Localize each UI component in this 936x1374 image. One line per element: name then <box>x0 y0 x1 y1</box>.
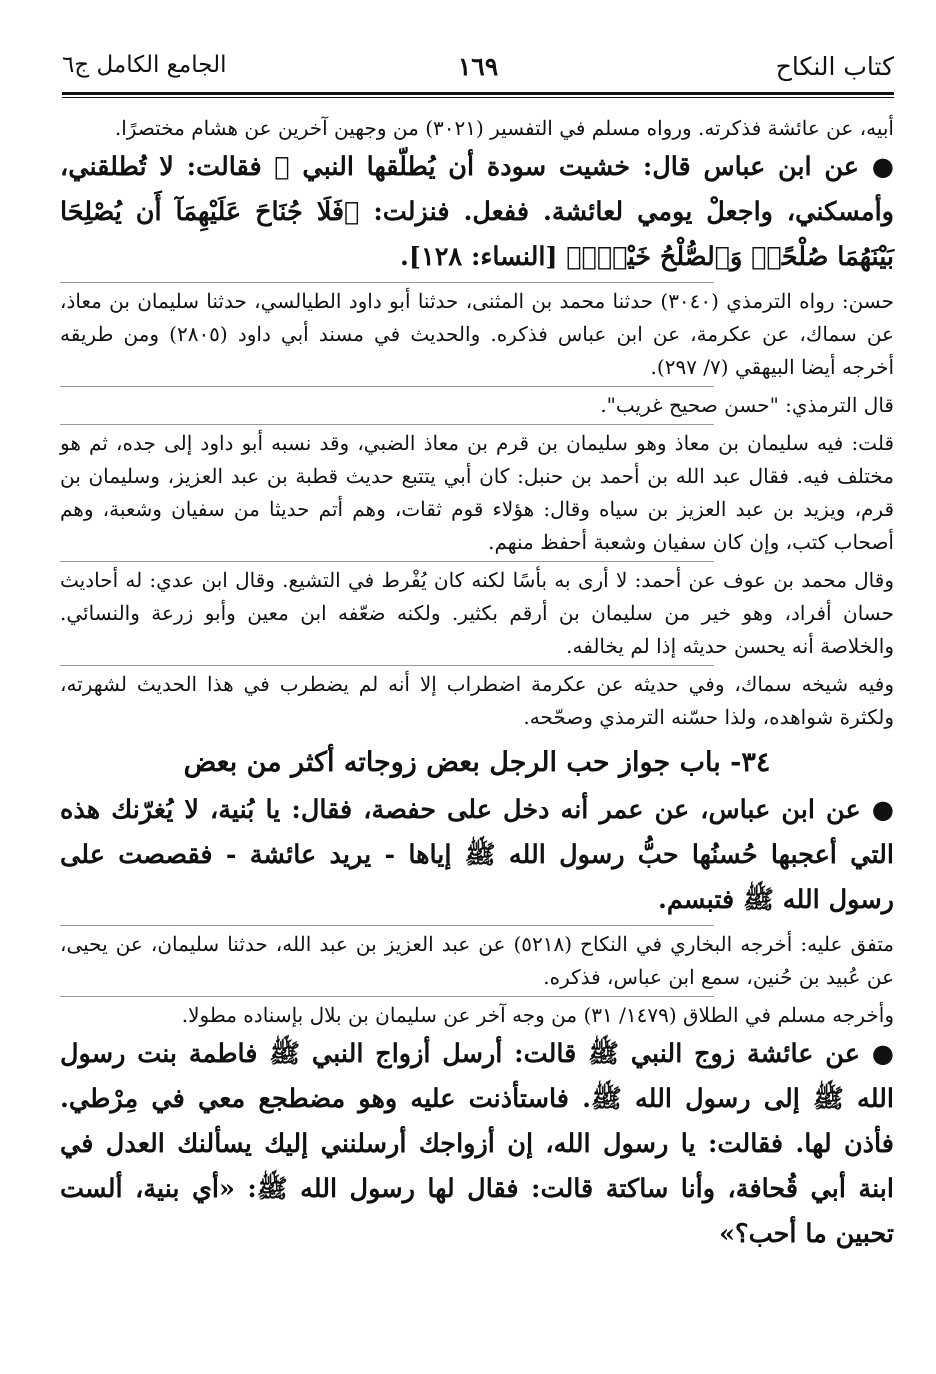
divider <box>60 282 714 283</box>
note-paragraph: وأخرجه مسلم في الطلاق (١٤٧٩/ ٣١) من وجه آخر عن سليمان بن بلال بإسناده مطولا. <box>181 1003 894 1027</box>
book-title: كتاب النكاح <box>775 52 894 81</box>
page-number: ١٦٩ <box>457 52 499 81</box>
note-paragraph: وقال محمد بن عوف عن أحمد: لا أرى به بأسًا لكنه كان يُفْرط في التشيع. وقال ابن عدي: له أحاديث حسان أفراد، وهو خير من سليمان بن أرقم بكثير. ولكنه ضعّفه ابن معين وأبو زرعة والنسائي. والخلاصة أنه يحسن حديثه إذا لم يخالفه. <box>60 568 894 658</box>
header-rule-thick <box>62 92 894 95</box>
note-paragraph: متفق عليه: أخرجه البخاري في النكاح (٥٢١٨) عن عبد العزيز بن عبد الله، حدثنا سليمان، عن يحيى، عن عُبيد بن حُنين، سمع ابن عباس، فذكره. <box>60 932 894 989</box>
hadith-paragraph: ● عن ابن عباس، عن عمر أنه دخل على حفصة، فقال: يا بُنية، لا يُغرّنك هذه التي أعجبها حُسنُها حبُّ رسول الله ﷺ إياها - يريد عائشة - فقصصت على رسول الله ﷺ فتبسم. <box>60 795 894 915</box>
divider <box>60 996 714 997</box>
note-paragraph: وفيه شيخه سماك، وفي حديثه عن عكرمة اضطراب إلا أنه لم يضطرب في هذا الحديث لشهرته، ولكثرة شواهده، ولذا حسّنه الترمذي وصحّحه. <box>60 672 894 729</box>
volume-title: الجامع الكامل ج٦ <box>62 52 227 78</box>
divider <box>60 925 714 926</box>
divider <box>60 561 714 562</box>
note-paragraph: قلت: فيه سليمان بن معاذ وهو سليمان بن قرم بن معاذ الضبي، وقد نسبه أبو داود إلى جده، ثم هو مختلف فيه. فقال عبد الله بن أحمد بن حنبل: كان أبي يتتبع حديث قطبة بن عبد العزيز، وسليمان بن قرم، ويزيد بن عبد العزيز بن سياه وقال: هؤلاء قوم ثقات، وهم أتم حديثا من سفيان وشعبة، وهم أصحاب كتب، وإن كان سفيان وشعبة أحفظ منهم. <box>60 431 894 554</box>
page-body <box>60 112 894 1257</box>
note-paragraph: قال الترمذي: "حسن صحيح غريب". <box>600 393 894 417</box>
note-paragraph: أبيه، عن عائشة فذكرته. ورواه مسلم في التفسير (٣٠٢١) من وجهين آخرين عن هشام مختصرًا. <box>114 116 894 140</box>
running-header <box>62 52 894 92</box>
hadith-paragraph: ● عن ابن عباس قال: خشيت سودة أن يُطلّقها النبي ﷺ فقالت: لا تُطلقني، وأمسكني، واجعلْ يومي لعائشة. ففعل. فنزلت: ﴿فَلَا جُنَاحَ عَلَيْهِمَآ أَن يُصْلِحَا بَيْنَهُمَا صُلْحًاۚ وَٱلصُّلْحُ خَيْرٌۗ﴾ [النساء: ١٢٨]. <box>60 152 894 272</box>
chapter-heading: ٣٤- باب جواز حب الرجل بعض زوجاته أكثر من بعض <box>183 747 771 778</box>
divider <box>60 424 714 425</box>
divider <box>60 665 714 666</box>
header-rule-thin <box>62 97 894 98</box>
hadith-paragraph: ● عن عائشة زوج النبي ﷺ قالت: أرسل أزواج النبي ﷺ فاطمة بنت رسول الله ﷺ إلى رسول الله ﷺ. فاستأذنت عليه وهو مضطجع معي في مِرْطي. فأذن لها. فقالت: يا رسول الله، إن أزواجك أرسلنني إليك يسألنك العدل في ابنة أبي قُحافة، وأنا ساكتة قالت: فقال لها رسول الله ﷺ: «أي بنية، ألست تحبين ما أحب؟» <box>60 1039 894 1249</box>
divider <box>60 386 714 387</box>
note-paragraph: حسن: رواه الترمذي (٣٠٤٠) حدثنا محمد بن المثنى، حدثنا أبو داود الطيالسي، حدثنا سليمان بن معاذ، عن سماك، عن عكرمة، عن ابن عباس فذكره. والحديث في مسند أبي داود (٢٨٠٥) ومن طريقه أخرجه أيضا البيهقي (٧/ ٢٩٧). <box>60 289 894 379</box>
